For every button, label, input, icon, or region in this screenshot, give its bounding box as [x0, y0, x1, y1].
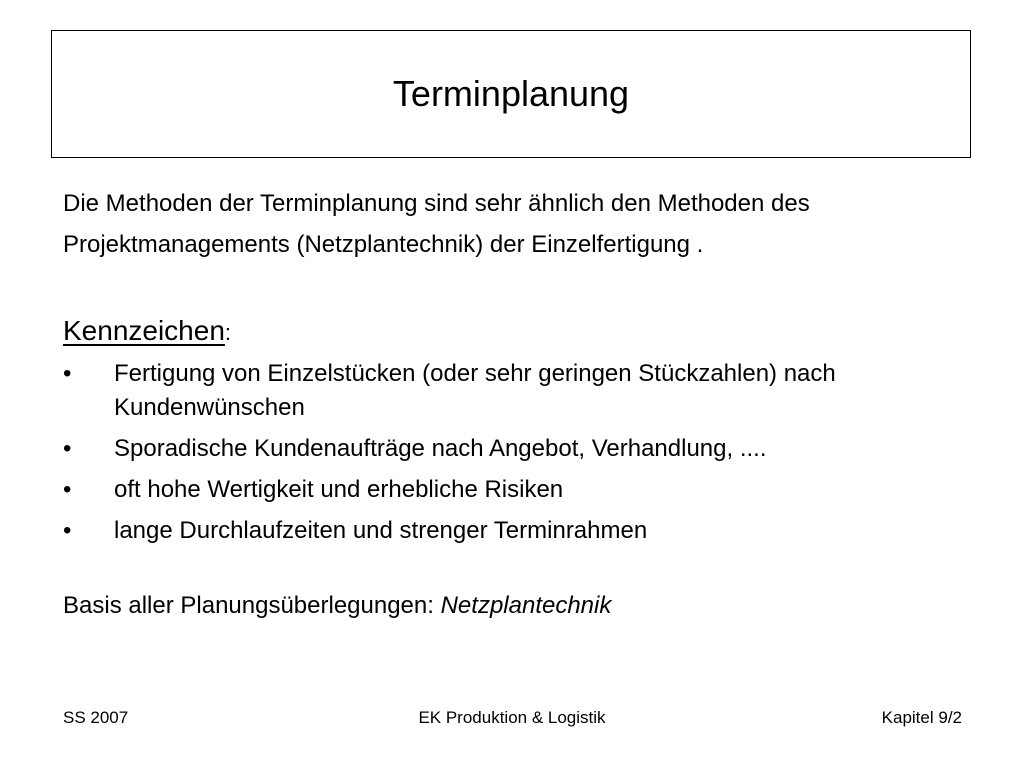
list-item-text: Sporadische Kundenaufträge nach Angebot, Verhandlung, ....: [114, 435, 767, 462]
list-item-text: lange Durchlaufzeiten und strenger Terminrahmen: [114, 517, 648, 544]
bullet-list: [63, 357, 963, 555]
list-item-text: Fertigung von Einzelstücken (oder sehr geringen Stückzahlen) nach Kundenwünschen: [114, 360, 836, 421]
slide-title: Terminplanung: [392, 73, 630, 114]
heading-label: Kennzeichen: [63, 315, 225, 346]
section-heading: [63, 311, 231, 353]
bullet-icon: •: [63, 476, 72, 503]
list-item: [63, 357, 963, 425]
basis-emphasis: Netzplantechnik: [440, 592, 612, 619]
list-item: [63, 514, 963, 548]
footer-course: EK Produktion & Logistik: [418, 708, 606, 727]
bullet-icon: •: [63, 360, 72, 387]
basis-line: [63, 589, 611, 623]
intro-paragraph: Die Methoden der Terminplanung sind sehr ähnlich den Methoden des Projektmanagements (Netzplantechnik) der Einzelfertigung .: [63, 190, 810, 258]
bullet-icon: •: [63, 517, 72, 544]
list-item: [63, 473, 963, 507]
heading-colon: :: [224, 320, 232, 345]
footer-chapter: Kapitel 9/2: [881, 708, 962, 727]
bullet-icon: •: [63, 435, 72, 462]
basis-prefix: Basis aller Planungsüberlegungen:: [63, 592, 441, 619]
title-box: [51, 30, 971, 158]
list-item-text: oft hohe Wertigkeit und erhebliche Risiken: [114, 476, 564, 503]
footer-semester: SS 2007: [63, 708, 129, 727]
list-item: [63, 432, 963, 466]
